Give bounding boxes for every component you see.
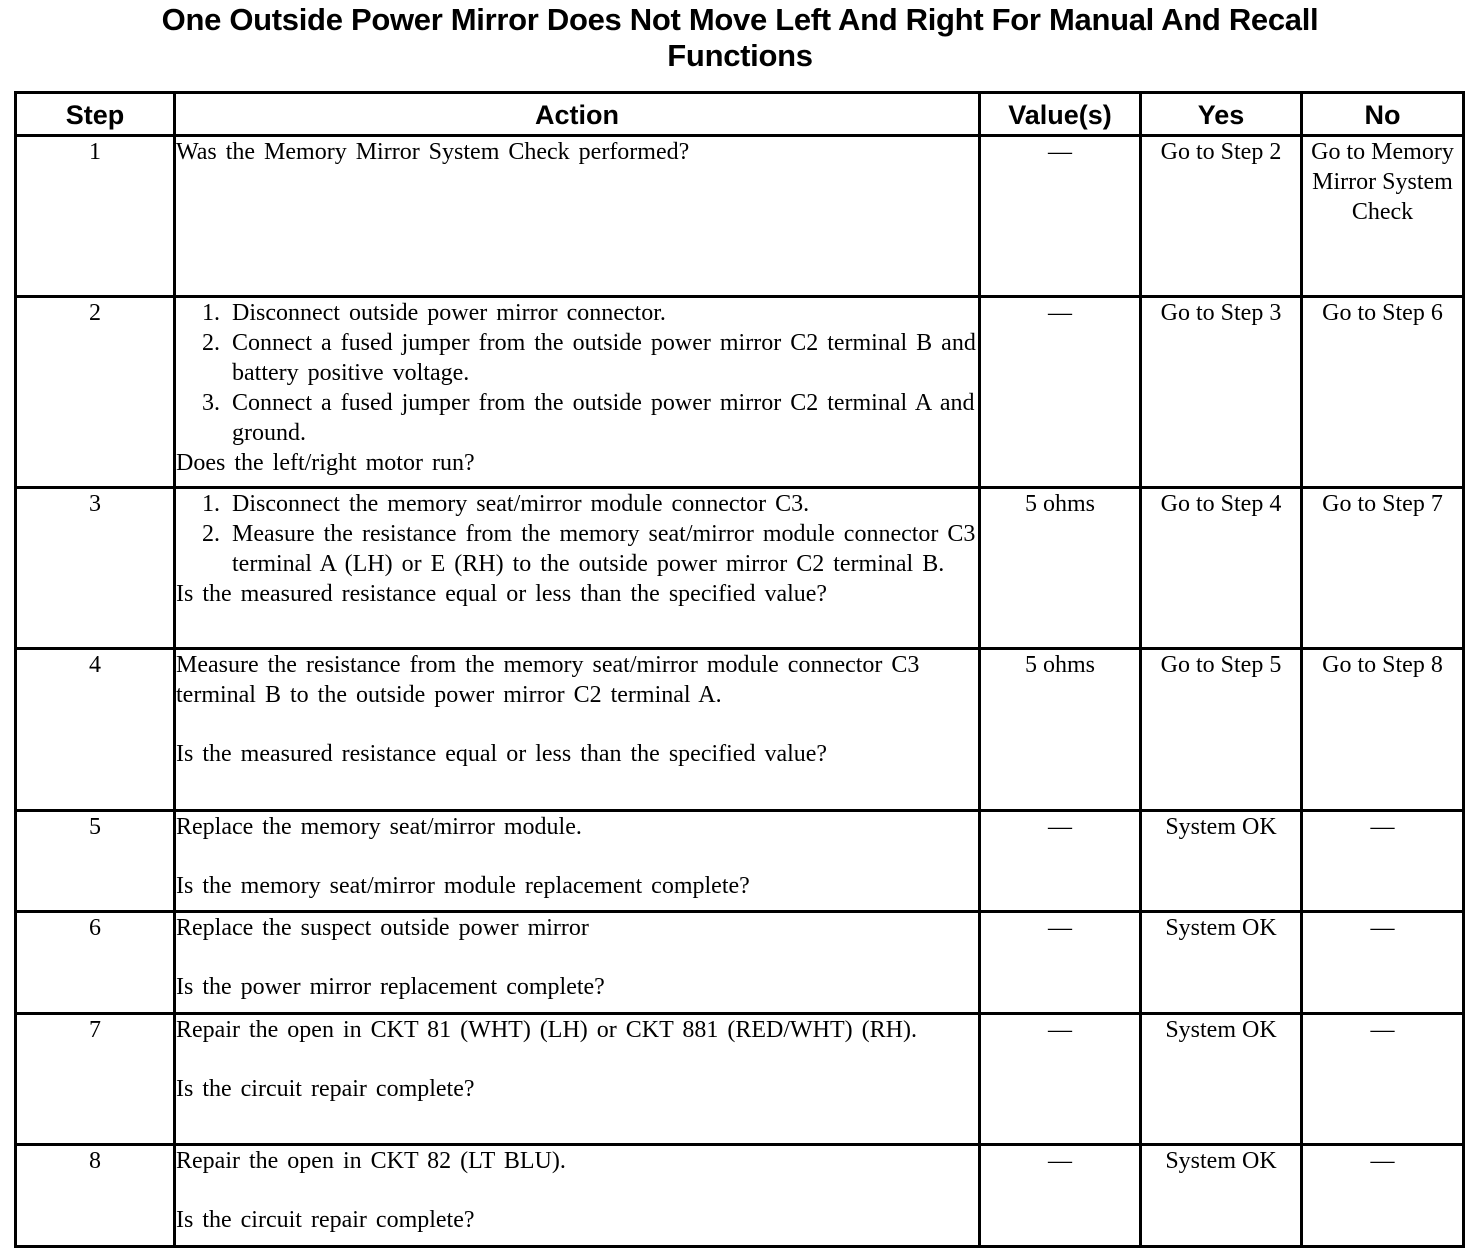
- header-action: Action: [175, 93, 980, 136]
- action-list-number: 3.: [202, 390, 220, 416]
- step-number: 3: [16, 488, 175, 649]
- no-cell: Go to Memory Mirror System Check: [1302, 136, 1464, 297]
- table-row: [16, 136, 1464, 297]
- action-list-item: [202, 298, 978, 328]
- action-cell: [175, 488, 980, 649]
- value-cell: 5 ohms: [980, 649, 1141, 811]
- value-cell: —: [980, 811, 1141, 912]
- header-step: Step: [16, 93, 175, 136]
- value-cell: —: [980, 136, 1141, 297]
- action-cell: [175, 136, 980, 297]
- action-text: Repair the open in CKT 82 (LT BLU).: [176, 1148, 566, 1174]
- value-cell: —: [980, 297, 1141, 488]
- action-list-text: Measure the resistance from the memory seat/mirror module connector C3 terminal A (LH) or E (RH) to the outside power mirror C2 terminal B.: [232, 521, 976, 577]
- no-cell: —: [1302, 912, 1464, 1014]
- action-list-text: Connect a fused jumper from the outside power mirror C2 terminal B and battery positive voltage.: [232, 330, 976, 386]
- value-cell: —: [980, 1145, 1141, 1247]
- step-number: 5: [16, 811, 175, 912]
- action-text: Replace the suspect outside power mirror: [176, 915, 589, 941]
- no-cell: Go to Step 7: [1302, 488, 1464, 649]
- yes-cell: System OK: [1141, 1145, 1302, 1247]
- action-cell: [175, 1145, 980, 1247]
- action-list-text: Disconnect the memory seat/mirror module connector C3.: [232, 491, 810, 517]
- action-list-item: [202, 328, 978, 388]
- yes-cell: System OK: [1141, 1014, 1302, 1145]
- action-list-number: 1.: [202, 300, 220, 326]
- action-question: Is the measured resistance equal or less than the specified value?: [176, 581, 828, 607]
- no-cell: Go to Step 8: [1302, 649, 1464, 811]
- action-question: Is the measured resistance equal or less than the specified value?: [176, 741, 828, 767]
- no-cell: —: [1302, 1145, 1464, 1247]
- action-question: Is the memory seat/mirror module replacement complete?: [176, 873, 750, 899]
- action-list-item: [202, 519, 978, 579]
- value-cell: —: [980, 1014, 1141, 1145]
- no-cell: Go to Step 6: [1302, 297, 1464, 488]
- action-question: Is the circuit repair complete?: [176, 1207, 475, 1233]
- action-question: Does the left/right motor run?: [176, 450, 475, 476]
- action-list-number: 1.: [202, 491, 220, 517]
- step-number: 4: [16, 649, 175, 811]
- action-question: Is the power mirror replacement complete?: [176, 974, 605, 1000]
- action-cell: [175, 297, 980, 488]
- table-row: [16, 1014, 1464, 1145]
- header-yes: Yes: [1141, 93, 1302, 136]
- yes-cell: Go to Step 3: [1141, 297, 1302, 488]
- yes-cell: Go to Step 2: [1141, 136, 1302, 297]
- action-cell: [175, 912, 980, 1014]
- action-text: Was the Memory Mirror System Check performed?: [176, 139, 690, 165]
- action-list-item: [202, 388, 978, 448]
- page-title-line-1: One Outside Power Mirror Does Not Move Left And Right For Manual And Recall: [161, 2, 1319, 37]
- action-procedure-list: [176, 298, 978, 448]
- action-text: Measure the resistance from the memory seat/mirror module connector C3 terminal B to the outside power mirror C2 terminal A.: [176, 652, 920, 708]
- action-list-text: Disconnect outside power mirror connector.: [232, 300, 666, 326]
- yes-cell: System OK: [1141, 811, 1302, 912]
- header-no: No: [1302, 93, 1464, 136]
- table-row: [16, 811, 1464, 912]
- page-title-line-2: Functions: [667, 38, 813, 73]
- step-number: 7: [16, 1014, 175, 1145]
- step-number: 2: [16, 297, 175, 488]
- action-list-number: 2.: [202, 521, 220, 547]
- action-cell: [175, 1014, 980, 1145]
- table-row: [16, 1145, 1464, 1247]
- step-number: 1: [16, 136, 175, 297]
- yes-cell: Go to Step 4: [1141, 488, 1302, 649]
- action-text: Replace the memory seat/mirror module.: [176, 814, 582, 840]
- table-header-row: [16, 93, 1464, 136]
- value-cell: —: [980, 912, 1141, 1014]
- no-cell: —: [1302, 1014, 1464, 1145]
- no-cell: —: [1302, 811, 1464, 912]
- table-row: [16, 297, 1464, 488]
- action-list-text: Connect a fused jumper from the outside power mirror C2 terminal A and ground.: [232, 390, 975, 446]
- page-title: [0, 2, 1472, 74]
- table-row: [16, 912, 1464, 1014]
- step-number: 8: [16, 1145, 175, 1247]
- header-values: Value(s): [980, 93, 1141, 136]
- action-cell: [175, 649, 980, 811]
- action-list-number: 2.: [202, 330, 220, 356]
- value-cell: 5 ohms: [980, 488, 1141, 649]
- action-procedure-list: [176, 489, 978, 579]
- action-cell: [175, 811, 980, 912]
- diagnostic-table: [14, 91, 1465, 1248]
- action-text: Repair the open in CKT 81 (WHT) (LH) or CKT 881 (RED/WHT) (RH).: [176, 1017, 917, 1043]
- table-row: [16, 649, 1464, 811]
- step-number: 6: [16, 912, 175, 1014]
- action-question: Is the circuit repair complete?: [176, 1076, 475, 1102]
- yes-cell: System OK: [1141, 912, 1302, 1014]
- action-list-item: [202, 489, 978, 519]
- yes-cell: Go to Step 5: [1141, 649, 1302, 811]
- table-row: [16, 488, 1464, 649]
